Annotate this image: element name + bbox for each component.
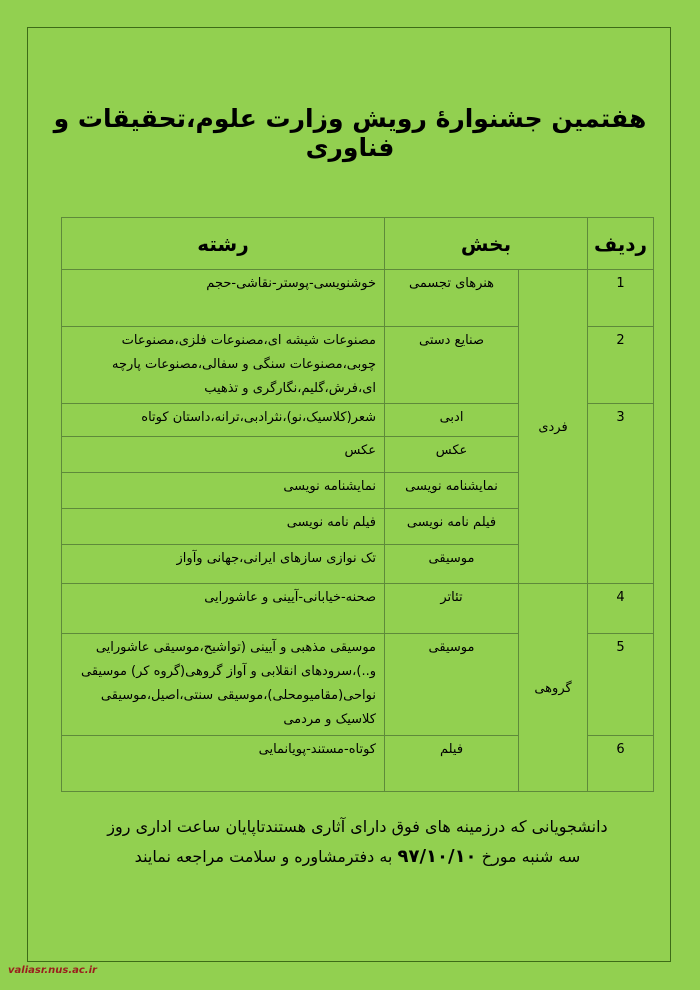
header-row-number: ردیف (588, 218, 654, 270)
table-row (62, 584, 654, 634)
row-section: موسیقی (385, 545, 519, 584)
row-number: 1 (588, 270, 654, 327)
row-section: فیلم (385, 736, 519, 792)
table-header-row (62, 218, 654, 270)
header-field: رشته (62, 218, 385, 270)
row-section: تئاتر (385, 584, 519, 634)
footer-line-2 (60, 842, 655, 872)
row-field: عکس (62, 437, 385, 473)
group-group: گروهی (519, 584, 588, 792)
site-watermark: valiasr.nus.ac.ir (8, 965, 97, 976)
footer-line-1: دانشجویانی که درزمینه های فوق دارای آثاری هستندتاپایان ساعت اداری روز (107, 817, 608, 836)
row-field: فیلم نامه نویسی (62, 509, 385, 545)
row-field: صحنه-خیابانی-آیینی و عاشورایی (62, 584, 385, 634)
row-field: مصنوعات شیشه ای،مصنوعات فلزی،مصنوعات چوبی،مصنوعات سنگی و سفالی،مصنوعات پارچه ای،فرش،گلیم،نگارگری و تذهیب (62, 327, 385, 404)
row-number: 2 (588, 327, 654, 404)
table-row (62, 270, 654, 327)
row-field: شعر(کلاسیک،نو)،نثرادبی،ترانه،داستان کوتاه (62, 404, 385, 437)
row-section: ادبی (385, 404, 519, 437)
footer-date: ۹۷/۱۰/۱۰ (397, 846, 477, 867)
row-field: تک نوازی سازهای ایرانی،جهانی وآواز (62, 545, 385, 584)
row-section: نمایشنامه نویسی (385, 473, 519, 509)
row-number: 6 (588, 736, 654, 792)
row-section: صنایع دستی (385, 327, 519, 404)
page-title: هفتمین جشنوارهٔ رویش وزارت علوم،تحقیقات و فناوری (53, 104, 647, 162)
row-section: عکس (385, 437, 519, 473)
footer-line-2-end: به دفترمشاوره و سلامت مراجعه نمایند (134, 847, 393, 866)
row-field: موسیقی مذهبی و آیینی (تواشیح،موسیقی عاشورایی و..)،سرودهای انقلابی و آواز گروهی(گروه کر) موسیقی نواحی(مقامیومحلی)،موسیقی سنتی،اصیل،موسیقی کلاسیک و مردمی (62, 634, 385, 736)
row-field: خوشنویسی-پوستر-نقاشی-حجم (62, 270, 385, 327)
footer-line-2-start: سه شنبه مورخ (481, 847, 581, 866)
row-section: موسیقی (385, 634, 519, 736)
group-individual: فردی (519, 270, 588, 584)
footer-notice (60, 812, 655, 872)
row-field: کوتاه-مستند-پویانمایی (62, 736, 385, 792)
row-section: هنرهای تجسمی (385, 270, 519, 327)
row-field: نمایشنامه نویسی (62, 473, 385, 509)
row-number: 4 (588, 584, 654, 634)
row-section: فیلم نامه نویسی (385, 509, 519, 545)
row-number: 3 (588, 404, 654, 584)
row-number: 5 (588, 634, 654, 736)
festival-table (61, 217, 654, 792)
header-section: بخش (385, 218, 588, 270)
